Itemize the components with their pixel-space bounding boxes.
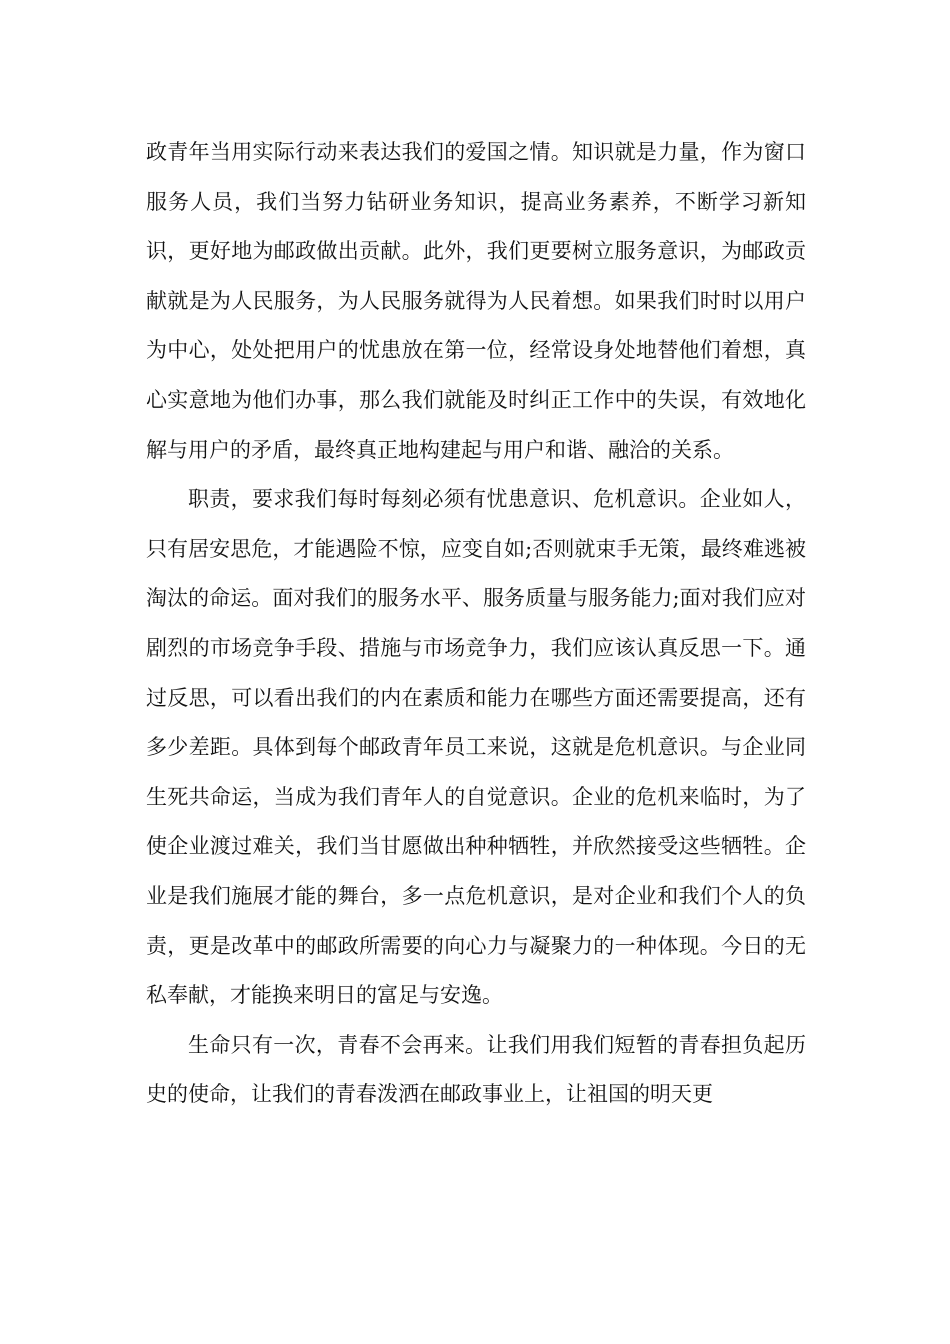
paragraph-continued: 政青年当用实际行动来表达我们的爱国之情。知识就是力量，作为窗口服务人员，我们当努力钻研业务知识，提高业务素养，不断学习新知识，更好地为邮政做出贡献。此外，我们更要树立服务意识，为邮政贡献就是为人民服务，为人民服务就得为人民着想。如果我们时时以用户为中心，处处把用户的忧患放在第一位，经常设身处地替他们着想，真心实意地为他们办事，那么我们就能及时纠正工作中的失误，有效地化解与用户的矛盾，最终真正地构建起与用户和谐、融洽的关系。 — [146, 140, 806, 462]
body-text — [146, 128, 806, 1120]
paragraph-youth: 生命只有一次，青春不会再来。让我们用我们短暂的青春担负起历史的使命，让我们的青春泼洒在邮政事业上，让祖国的明天更 — [146, 1032, 806, 1107]
paragraph-responsibility: 职责，要求我们每时每刻必须有忧患意识、危机意识。企业如人，只有居安思危，才能遇险不惊，应变自如;否则就束手无策，最终难逃被淘汰的命运。面对我们的服务水平、服务质量与服务能力;面对我们应对剧烈的市场竞争手段、措施与市场竞争力，我们应该认真反思一下。通过反思，可以看出我们的内在素质和能力在哪些方面还需要提高，还有多少差距。具体到每个邮政青年员工来说，这就是危机意识。与企业同生死共命运，当成为我们青年人的自觉意识。企业的危机来临时，为了使企业渡过难关，我们当甘愿做出种种牺牲，并欣然接受这些牺牲。企业是我们施展才能的舞台，多一点危机意识，是对企业和我们个人的负责，更是改革中的邮政所需要的向心力与凝聚力的一种体现。今日的无私奉献，才能换来明日的富足与安逸。 — [146, 487, 806, 1008]
